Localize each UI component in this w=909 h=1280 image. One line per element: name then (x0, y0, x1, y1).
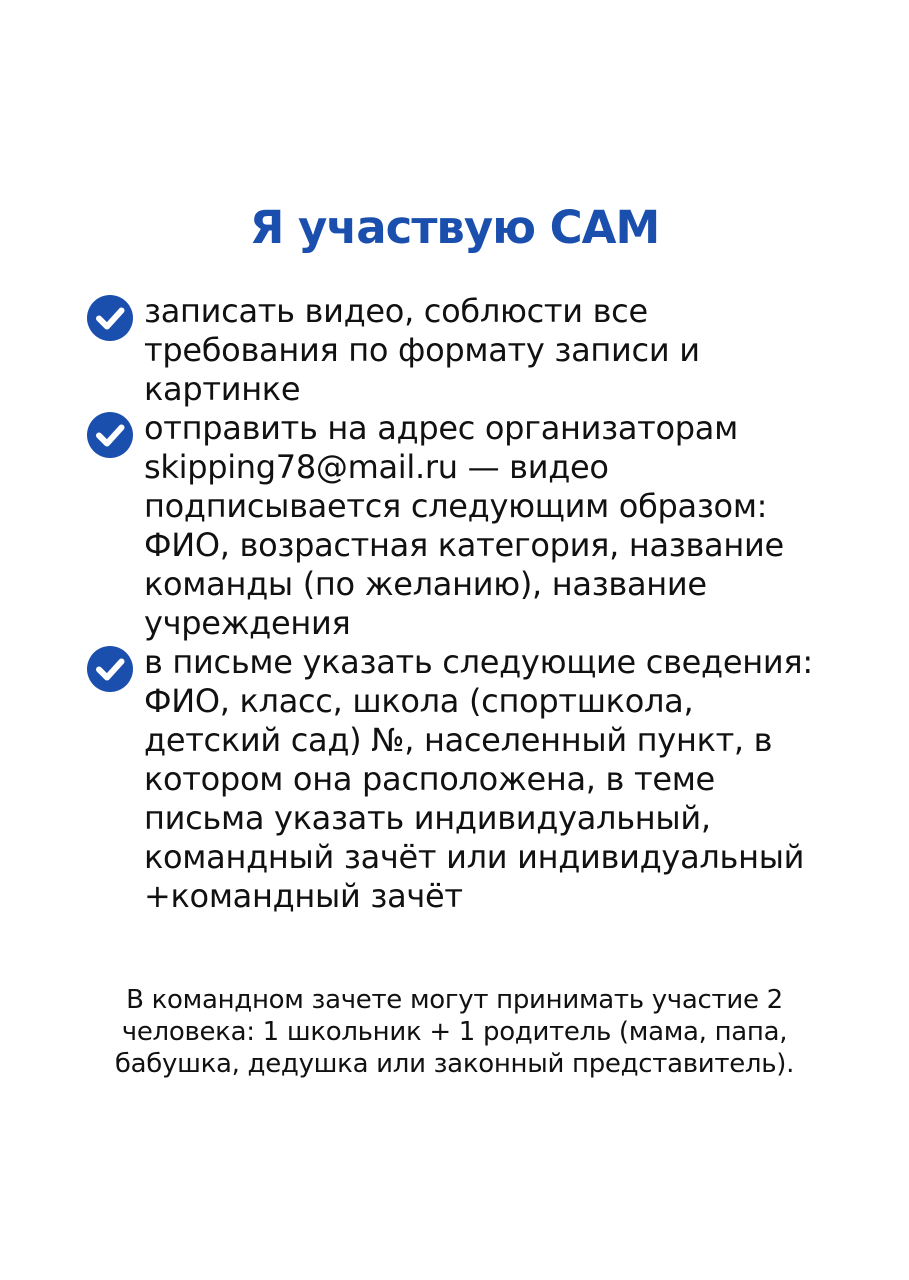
list-item (86, 409, 826, 643)
check-circle-icon (86, 645, 134, 693)
list-item-text: в письме указать следующие сведения: ФИО, класс, школа (спортшкола, детский сад) №, населенный пункт, в котором она расположена, в теме письма указать индивидуальный, командный зачёт или индивидуальный +командный зачёт (144, 643, 813, 915)
list-item (86, 643, 826, 916)
page-title: Я участвую САМ (249, 201, 660, 254)
list-item (86, 292, 826, 409)
list-item-text: отправить на адрес организаторам skipping78@mail.ru — видео подписывается следующим образом: ФИО, возрастная категория, название команды (по желанию), название учреждения (144, 409, 784, 642)
check-circle-icon (86, 411, 134, 459)
team-note: В командном зачете могут принимать участие 2 человека: 1 школьник + 1 родитель (мама, папа, бабушка, дедушка или законный представитель). (114, 985, 795, 1079)
list-item-text: записать видео, соблюсти все требования по формату записи и картинке (144, 292, 700, 408)
check-circle-icon (86, 294, 134, 342)
requirements-list (86, 292, 826, 916)
